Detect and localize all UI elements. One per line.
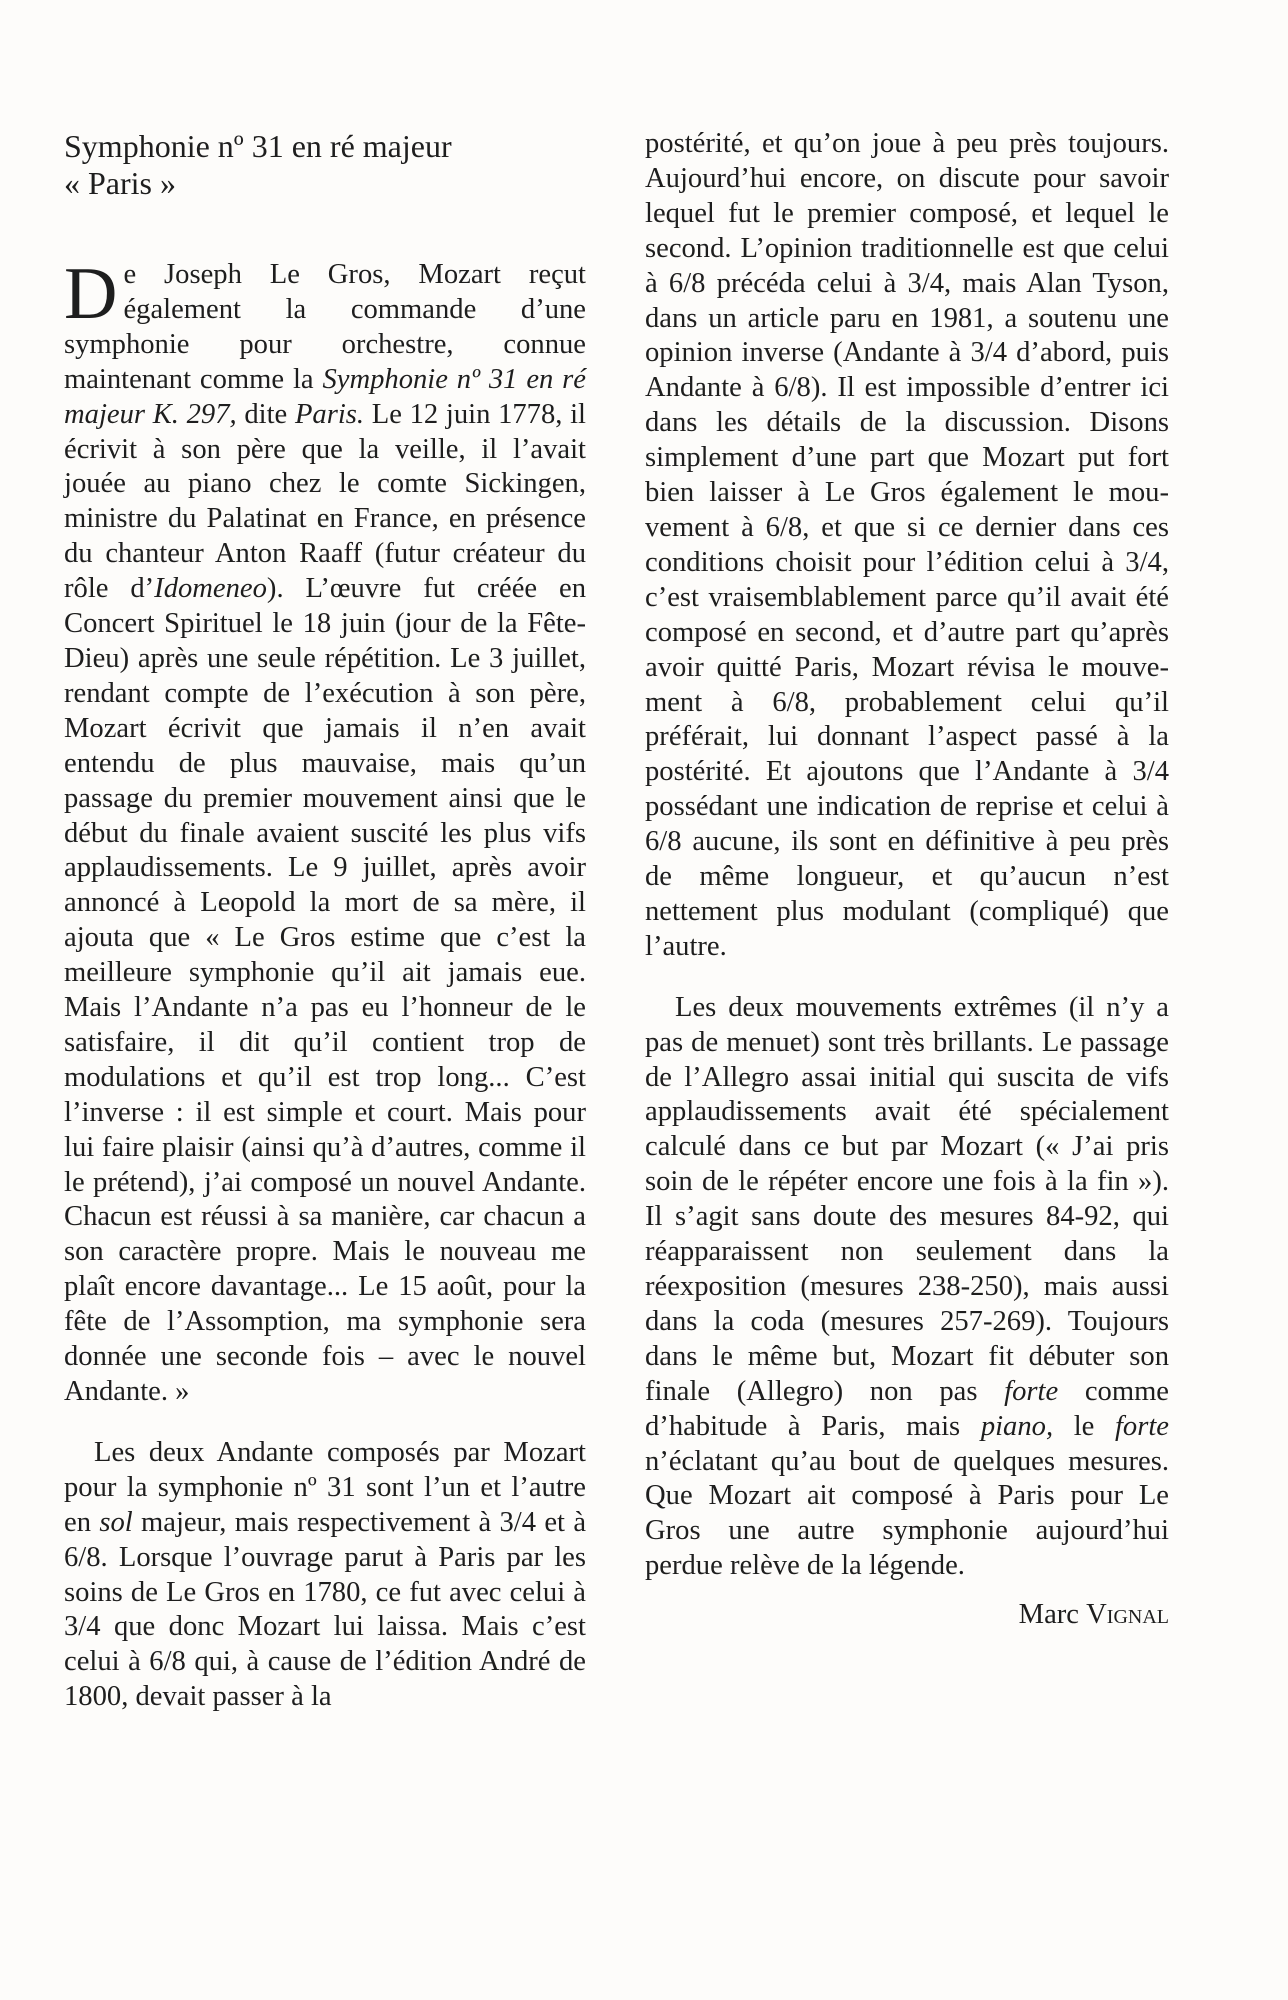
nickname-paris: Paris. xyxy=(294,398,365,430)
paragraph-2 xyxy=(64,1436,586,1715)
term-piano: piano, xyxy=(980,1410,1054,1442)
author-signature xyxy=(645,1598,1169,1633)
term-forte-2: forte xyxy=(1114,1410,1169,1442)
p1-text-b: dite xyxy=(236,398,295,430)
p4-text-a: Les deux mouvements extrêmes (il n’y a pas de menuet) sont très brillants. Le passage de l’Allegro assai initial qui suscita de vifs applaudissements avait été spécialement calculé dans ce but par Mozart (« J’ai pris soin de le répéter encore une fois à la fin »). Il s’agit sans doute des mesures 84-92, qui réapparaissent non seulement dans la réexposition (mesures 238-250), mais aussi dans la coda (mesures 257-269). Toujours dans le même but, Mozart fit débuter son finale (Allegro) non pas xyxy=(645,991,1169,1407)
p1-text-c: Le 12 juin 1778, il écrivit à son père que la veille, il l’avait jouée au piano chez le comte Sickingen, ministre du Palatinat en France, en présence du chanteur Anton Raaff (futur créateur du rôle d’ xyxy=(64,398,586,605)
p4-text-b: comme d’habitude à Paris, mais xyxy=(645,1375,1169,1442)
author-first-name: Marc xyxy=(1018,1599,1079,1631)
paragraph-1 xyxy=(64,253,587,1410)
term-forte-1: forte xyxy=(1004,1375,1059,1407)
p2-text-b: majeur, mais respectivement à 3/4 et à 6/8. Lorsque l’ouvrage parut à Paris par les soins de Le Gros en 1780, ce fut avec celui à 3/4 que donc Mozart lui laissa. Mais c’est celui à 6/8 qui, à cause de l’édition André de 1800, devait passer à la xyxy=(64,1506,587,1713)
p2-text-a: Les deux Andante composés par Mozart pour la symphonie nº 31 sont l’un et l’autre en xyxy=(64,1436,586,1538)
paragraph-3: postérité, et qu’on joue à peu près toujours. Aujourd’hui encore, on discute pour savoir lequel fut le premier composé, et lequel le second. L’opinion traditionnelle est que celui à 6/8 précéda celui à 3/4, mais Alan Tyson, dans un article paru en 1981, a soutenu une opinion inverse (Andante à 3/4 d’abord, puis Andante à 6/8). Il est impossible d’entrer ici dans les détails de la discussion. Disons simplement d’une part que Mozart put fort bien laisser à Le Gros également le mouvement à 6/8, et que si ce dernier dans ces conditions choisit pour l’édition celui à 3/4, c’est vraisemblablement parce qu’il avait été composé en second, et d’autre part qu’après avoir quitté Paris, Mozart révisa le mouvement à 6/8, probablement celui qu’il préférait, lui donnant l’aspect passé à la postérité. Et ajoutons que l’Andante à 3/4 possédant une indication de reprise et celui à 6/8 aucune, ils sont en définitive à peu près de même longueur, et qu’aucun n’est nettement plus modulant (compliqué) que l’autre. xyxy=(645,128,1169,962)
right-column xyxy=(645,127,1169,1633)
title-line-2: « Paris » xyxy=(64,165,176,201)
left-column xyxy=(64,128,586,1715)
title-line-1: Symphonie nº 31 en ré majeur xyxy=(64,128,452,164)
p4-text-d: n’éclatant qu’au bout de quelques mesures. Que Mozart ait composé à Paris pour Le Gros une autre symphonie aujourd’hui perdue relève de la légende. xyxy=(645,1445,1169,1582)
paragraph-4 xyxy=(645,991,1169,1584)
work-title: Symphonie nº 31 en ré majeur K. 297, xyxy=(64,363,586,430)
p4-text-c: le xyxy=(1053,1410,1115,1442)
article-title xyxy=(64,128,586,202)
author-last-name: Vignal xyxy=(1086,1599,1169,1631)
opera-idomeneo: Idomeneo xyxy=(154,573,267,605)
drop-cap: D xyxy=(64,253,118,335)
p1-text-a: e Joseph Le Gros, Mozart reçut également la commande d’une symphonie pour orchestre, connue maintenant comme la xyxy=(64,259,586,395)
key-sol: sol xyxy=(99,1506,133,1538)
p1-text-d: ). L’œuvre fut créée en Concert Spirituel le 18 juin (jour de la Fête-Dieu) après une seule répétition. Le 3 juillet, rendant compte de l’exécution à son père, Mozart écrivit que jamais il n’en avait entendu de plus mauvaise, mais qu’un passage du premier mouvement ainsi que le début du finale avaient suscité les plus vifs applaudissements. Le 9 juillet, après avoir annoncé à Leopold la mort de sa mère, il ajouta que « Le Gros estime que c’est la meilleure symphonie qu’il ait jamais eue. Mais l’Andante n’a pas eu l’honneur de le satisfaire, il dit qu’il contient trop de modulations et qu’il est trop long... C’est l’inverse : il est simple et court. Mais pour lui faire plaisir (ainsi qu’à d’autres, comme il le prétend), j’ai composé un nouvel Andante. Chacun est réussi à sa manière, car chacun a son caractère propre. Mais le nouveau me plaît encore davantage... Le 15 août, pour la fête de l’Assomption, ma symphonie sera donnée une seconde fois – avec le nouvel Andante. » xyxy=(64,573,587,1407)
